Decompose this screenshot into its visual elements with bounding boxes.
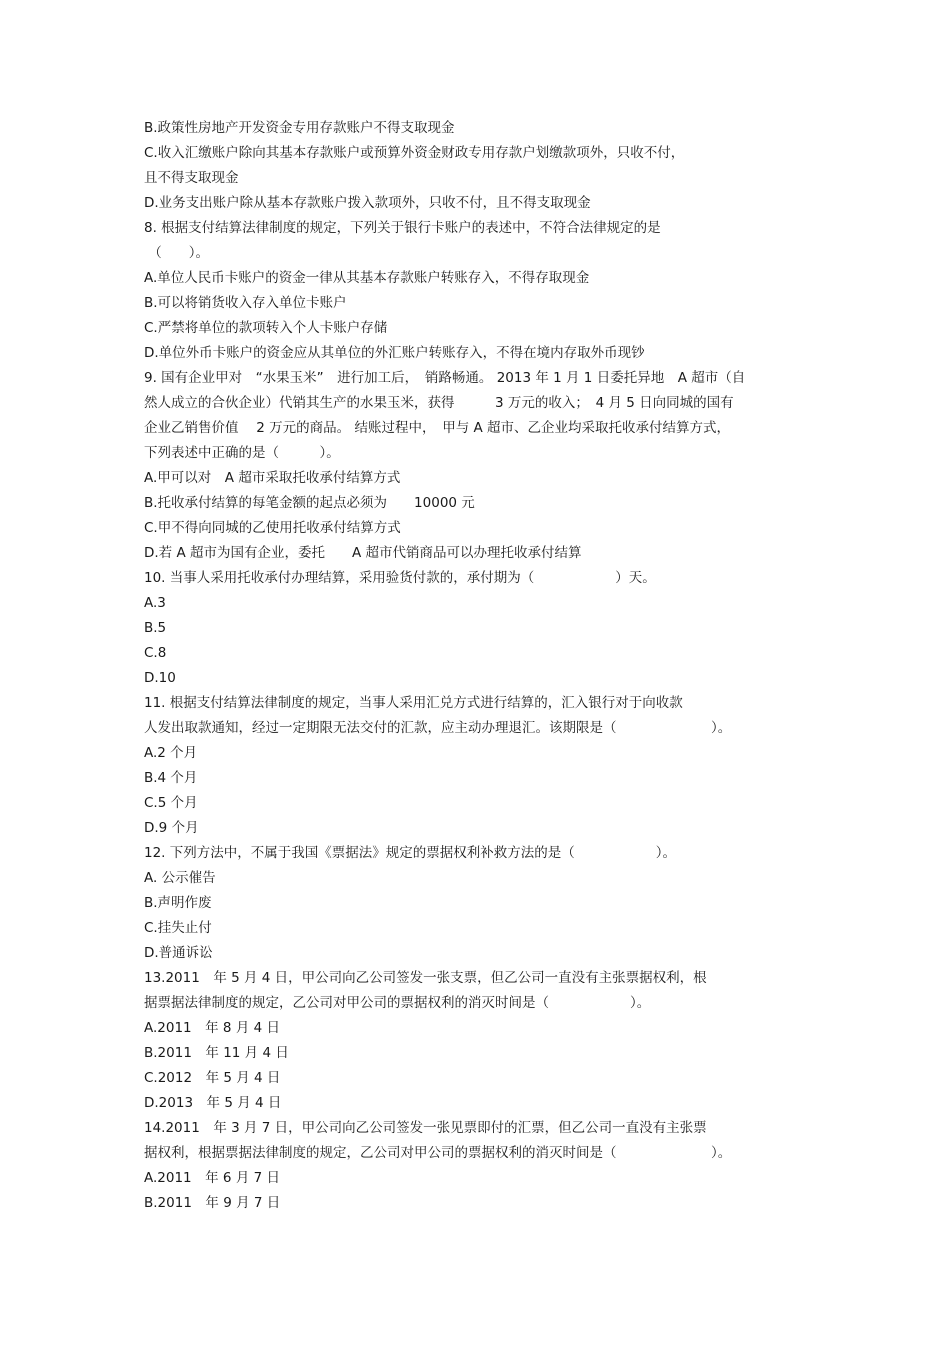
- option-a: A. 公示催告: [144, 870, 216, 886]
- question-8: 8. 根据支付结算法律制度的规定，下列关于银行卡账户的表述中，不符合法律规定的是: [144, 220, 661, 236]
- option-c: C.甲不得向同城的乙使用托收承付结算方式: [144, 520, 401, 536]
- option-d: D.2013 年 5 月 4 日: [144, 1095, 282, 1111]
- question-12: 12. 下列方法中，不属于我国《票据法》规定的票据权利补救方法的是（ ）。: [144, 845, 677, 861]
- option-a: A.2011 年 6 月 7 日: [144, 1170, 280, 1186]
- option-c: C.严禁将单位的款项转入个人卡账户存储: [144, 320, 388, 336]
- option-d: D.10: [144, 670, 176, 686]
- option-b: B.2011 年 11 月 4 日: [144, 1045, 289, 1061]
- text-line: 据权利，根据票据法律制度的规定，乙公司对甲公司的票据权利的消灭时间是（ ）。: [144, 1145, 732, 1161]
- option-b: B.2011 年 9 月 7 日: [144, 1195, 281, 1211]
- option-d: D.若 A 超市为国有企业，委托 A 超市代销商品可以办理托收承付结算: [144, 545, 582, 561]
- option-a: A.单位人民币卡账户的资金一律从其基本存款账户转账存入，不得存取现金: [144, 270, 590, 286]
- option-a: A.甲可以对 A 超市采取托收承付结算方式: [144, 470, 401, 486]
- option-b: B.5: [144, 620, 167, 636]
- option-b: B.可以将销货收入存入单位卡账户: [144, 295, 347, 311]
- text-line: 下列表述中正确的是（ ）。: [144, 445, 340, 461]
- question-11: 11. 根据支付结算法律制度的规定，当事人采用汇兑方式进行结算的，汇入银行对于向收款: [144, 695, 683, 711]
- option-b: B.声明作废: [144, 895, 212, 911]
- option-a: A.2011 年 8 月 4 日: [144, 1020, 280, 1036]
- text-line: （ ）。: [144, 245, 210, 261]
- option-d: D.普通诉讼: [144, 945, 213, 961]
- text-line: B.政策性房地产开发资金专用存款账户不得支取现金: [144, 120, 455, 136]
- question-10: 10. 当事人采用托收承付办理结算，采用验货付款的，承付期为（ ）天。: [144, 570, 656, 586]
- question-9: 9. 国有企业甲对 “水果玉米” 进行加工后， 销路畅通。 2013 年 1 月 1 日委托异地 A 超市（自: [144, 370, 746, 386]
- option-b: B.4 个月: [144, 770, 198, 786]
- text-line: 人发出取款通知，经过一定期限无法交付的汇款，应主动办理退汇。该期限是（ ）。: [144, 720, 732, 736]
- text-line: D.业务支出账户除从基本存款账户拨入款项外，只收不付，且不得支取现金: [144, 195, 591, 211]
- option-c: C.挂失止付: [144, 920, 212, 936]
- question-13: 13.2011 年 5 月 4 日，甲公司向乙公司签发一张支票，但乙公司一直没有主张票据权利，根: [144, 970, 707, 986]
- text-line: 且不得支取现金: [144, 170, 239, 186]
- option-c: C.8: [144, 645, 167, 661]
- text-line: C.收入汇缴账户除向其基本存款账户或预算外资金财政专用存款户划缴款项外，只收不付，: [144, 145, 685, 161]
- option-a: A.2 个月: [144, 745, 198, 761]
- question-14: 14.2011 年 3 月 7 日，甲公司向乙公司签发一张见票即付的汇票，但乙公司一直没有主张票: [144, 1120, 707, 1136]
- option-d: D.9 个月: [144, 820, 199, 836]
- text-line: 据票据法律制度的规定，乙公司对甲公司的票据权利的消灭时间是（ ）。: [144, 995, 651, 1011]
- text-line: 然人成立的合伙企业）代销其生产的水果玉米，获得 3 万元的收入； 4 月 5 日向同城的国有: [144, 395, 734, 411]
- option-b: B.托收承付结算的每笔金额的起点必须为 10000 元: [144, 495, 475, 511]
- text-line: 企业乙销售价值 2 万元的商品。 结账过程中， 甲与 A 超市、乙企业均采取托收承付结算方式，: [144, 420, 731, 436]
- option-c: C.2012 年 5 月 4 日: [144, 1070, 281, 1086]
- option-d: D.单位外币卡账户的资金应从其单位的外汇账户转账存入，不得在境内存取外币现钞: [144, 345, 645, 361]
- option-c: C.5 个月: [144, 795, 198, 811]
- option-a: A.3: [144, 595, 166, 611]
